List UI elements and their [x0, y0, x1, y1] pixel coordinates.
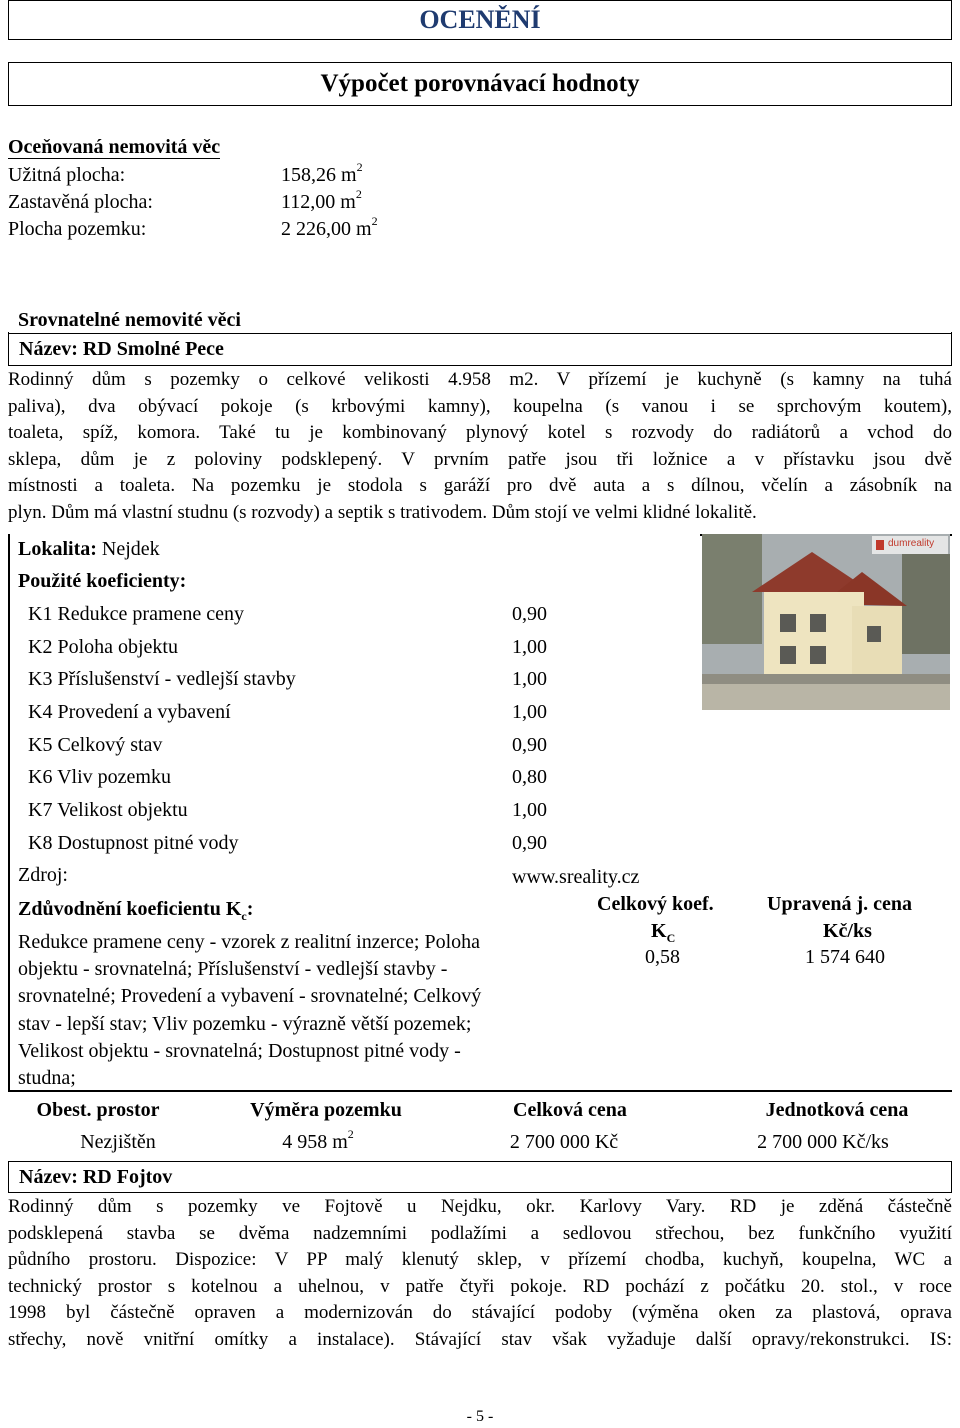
property-description: Rodinný dům s pozemky o celkové velikosti 4.958 m2. V přízemí je kuchyně (s kamny na tuhá paliva), dva obývací pokoje (s krbovými kamny), koupelna (s vanou i se sprchovým koutem), toaleta, spíž, komora. Také tu je kombinovaný plynový kotel s rozvody do radiátorů a vchod do sklepa, dům je z poloviny podsklepený. V prvním patře jsou tři ložnice a v přístavku jsou dvě místnosti a toaleta. Na pozemku je stodola s garáží pro dvě auta a s dílnou, včelín a zásobník na plyn. Dům má vlastní studnu (s rozvody) a septik s trativodem. Dům stojí ve velmi klidné lokalitě. [8, 369, 952, 523]
property-panel-border [8, 534, 10, 1090]
title-box [8, 0, 952, 40]
property-name-box [8, 1161, 952, 1193]
section-subtitle: Výpočet porovnávací hodnoty [320, 70, 640, 97]
property-name: Název: RD Smolné Pece [19, 338, 224, 360]
table-cell-area: 4 958 $m^2$ [282, 1127, 354, 1153]
price-table [8, 1090, 952, 1162]
justification-text: Redukce pramene ceny - vzorek z realitní inzerce; Poloha objektu - srovnatelná; Příslušenství - vedlejší stavby - srovnatelné; Provedení a vybavení - srovnatelné; Celkový stav - lepší stav; Vliv pozemku - výrazně větší pozemek; Velikost objektu - srovnatelná; Dostupnost pitné vody - studna; [18, 931, 482, 1090]
adjusted-price-value: 1 574 640 [805, 946, 885, 968]
subject-label: Zastavěná plocha: [8, 191, 153, 213]
table-cell-total: 2 700 000 Kč [509, 1131, 619, 1153]
property-description: Rodinný dům s pozemky ve Fojtově u Nejdku, okr. Karlovy Vary. RD je zděná částečně podsklepená stavba se dvěma nadzemními podlažími a sedlovou střechou, bez funkčního využití půdního prostoru. Dispozice: V PP malý klenutý sklep, v přízemí chodba, kuchyň, koupelna, WC a technický prostor s kotelnou a uhelnou, v patře čtyři pokoje. RD pochází z počátku 20. stol., v roce 1998 byl částečně opraven a modernizován do stávající podoby (výměna oken za plastová, oprava střechy, nově vnitřní omítky a instalace). Stávající stav však vyžaduje další opravy/rekonstrukci. IS: [8, 1196, 952, 1350]
adjusted-price-unit: Kč/ks [823, 920, 872, 942]
subtitle-box [8, 62, 952, 106]
subject-heading: Oceňovaná nemovitá věc [8, 136, 221, 158]
subject-value: 2 226,00 $m^2$ [281, 214, 378, 240]
table-cell-space: Nezjištěn [80, 1131, 156, 1153]
source-value: www.sreality.cz [512, 866, 640, 888]
subject-value: 158,26 $m^2$ [281, 160, 363, 186]
justification-heading: Zdůvodnění koeficientu $K_c$: [18, 898, 254, 923]
table-header: Celková cena [513, 1099, 627, 1121]
photo-watermark: dumreality [888, 538, 935, 549]
coefficients-heading: Použité koeficienty: [18, 570, 187, 592]
source-label: Zdroj: [18, 864, 68, 886]
subject-value: 112,00 $m^2$ [281, 187, 362, 213]
subject-label: Užitná plocha: [8, 164, 126, 186]
table-header: Obest. prostor [36, 1099, 160, 1121]
property-photo [702, 534, 950, 710]
price-table-border [8, 1090, 952, 1092]
adjusted-price-label: Upravená j. cena [767, 893, 912, 915]
property-name-box [8, 332, 952, 366]
table-header: Jednotková cena [765, 1099, 909, 1121]
total-coef-symbol: $K_C$ [651, 920, 676, 945]
table-cell-unit: 2 700 000 Kč/ks [757, 1131, 889, 1153]
subject-label: Plocha pozemku: [8, 218, 147, 240]
total-coef-label: Celkový koef. [597, 893, 714, 915]
comparables-heading: Srovnatelné nemovité věci [8, 307, 952, 334]
property-name: Název: RD Fojtov [19, 1166, 173, 1188]
page-number: - 5 - [466, 1408, 494, 1425]
table-header: Výměra pozemku [250, 1099, 402, 1121]
total-coef-value: 0,58 [645, 946, 680, 968]
locality: Lokalita: Nejdek [18, 538, 160, 560]
page-title: OCENĚNÍ [419, 5, 541, 34]
